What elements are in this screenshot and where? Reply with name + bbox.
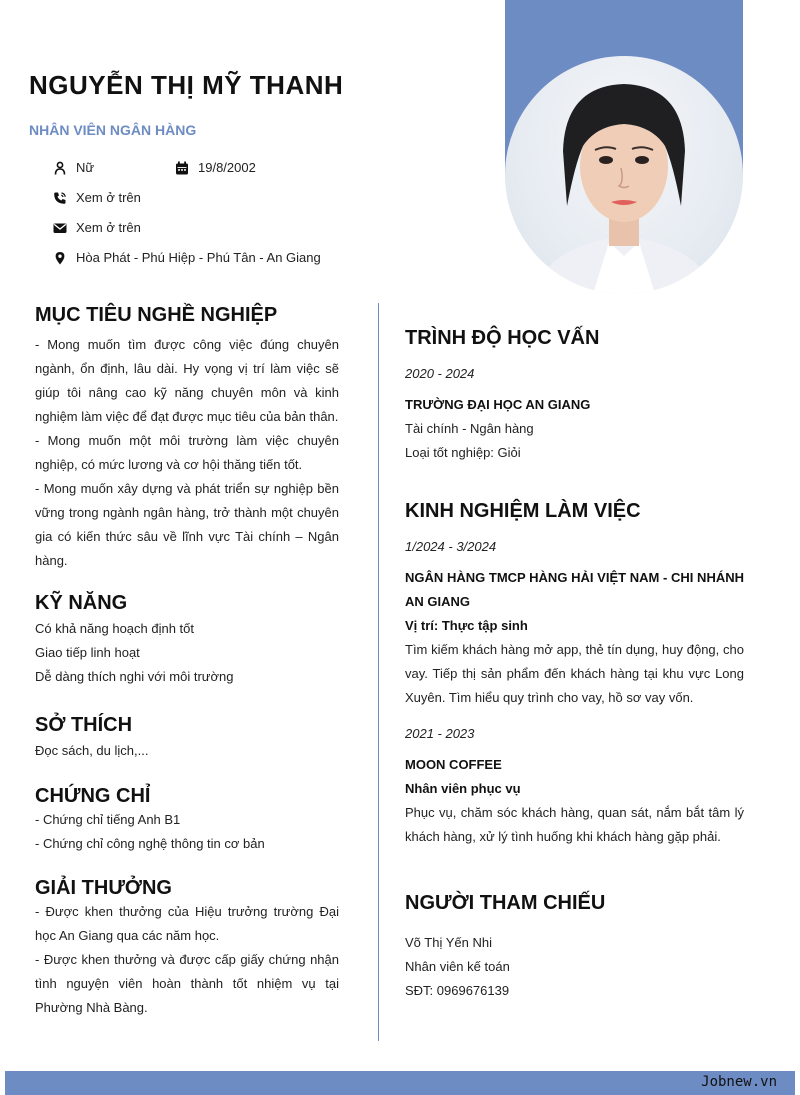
reference-role: Nhân viên kế toán xyxy=(405,959,510,974)
job-position: Vị trí: Thực tập sinh xyxy=(405,618,528,633)
objective-paragraph: - Mong muốn xây dựng và phát triển sự nghiệp bền vững trong ngành ngân hàng, trở thành một chuyên gia có kiến thức sâu về lĩnh vực Tài chính – Ngân hàng. xyxy=(35,481,339,568)
award-item: - Được khen thưởng và được cấp giấy chứng nhận tình nguyện viên hoàn thành tốt nhiệm vụ tại Phường Nhà Bàng. xyxy=(35,952,339,1015)
objective-title: MỤC TIÊU NGHỀ NGHIỆP xyxy=(35,304,278,326)
phone-row xyxy=(53,190,141,205)
person-icon xyxy=(53,161,67,175)
skill-item: Có khả năng hoạch định tốt xyxy=(35,621,195,636)
education-period: 2020 - 2024 xyxy=(405,366,475,381)
education-major: Tài chính - Ngân hàng xyxy=(405,421,534,436)
reference-name: Võ Thị Yến Nhi xyxy=(405,935,492,950)
experience-section xyxy=(405,500,744,849)
calendar-icon xyxy=(175,161,189,175)
address-value: Hòa Phát - Phú Hiệp - Phú Tân - An Giang xyxy=(76,250,321,265)
award-item: - Được khen thưởng của Hiệu trưởng trường Đại học An Giang qua các năm học. xyxy=(35,904,339,943)
references-title: NGƯỜI THAM CHIẾU xyxy=(405,892,606,914)
birthdate-value: 19/8/2002 xyxy=(198,160,256,175)
experience-title: KINH NGHIỆM LÀM VIỆC xyxy=(405,500,641,522)
envelope-icon xyxy=(53,221,67,235)
job-period: 2021 - 2023 xyxy=(405,726,475,741)
address-row xyxy=(53,250,321,265)
skills-title: KỸ NĂNG xyxy=(35,592,128,614)
hobbies-text: Đọc sách, du lịch,... xyxy=(35,743,149,758)
reference-phone: SĐT: 0969676139 xyxy=(405,983,510,998)
certificate-item: - Chứng chỉ tiếng Anh B1 xyxy=(35,812,181,827)
job-period: 1/2024 - 3/2024 xyxy=(405,539,497,554)
job-company: MOON COFFEE xyxy=(405,757,502,772)
hobbies-section xyxy=(35,714,339,763)
awards-section xyxy=(35,877,339,1020)
certificates-section xyxy=(35,785,339,856)
birthdate-row xyxy=(175,160,256,175)
education-grade: Loại tốt nghiệp: Giỏi xyxy=(405,445,521,460)
objective-paragraph: - Mong muốn một môi trường làm việc chuyên nghiệp, có mức lương và cơ hội thăng tiến tốt. xyxy=(35,433,339,472)
footer-bar xyxy=(5,1071,795,1095)
education-title: TRÌNH ĐỘ HỌC VẤN xyxy=(405,327,600,349)
candidate-name: NGUYỄN THỊ MỸ THANH xyxy=(29,70,344,100)
references-section xyxy=(405,892,744,1003)
portrait-illustration xyxy=(505,56,743,294)
skill-item: Dễ dàng thích nghi với môi trường xyxy=(35,669,234,684)
hobbies-title: SỞ THÍCH xyxy=(35,714,133,736)
job-description: Tìm kiếm khách hàng mở app, thẻ tín dụng, huy động, cho vay. Tiếp thị sản phẩm đến khách hàng tại khu vực Long Xuyên. Tìm hiểu quy trình cho vay, hồ sơ vay vốn. xyxy=(405,642,744,705)
awards-title: GIẢI THƯỞNG xyxy=(35,877,172,899)
education-section xyxy=(405,327,744,465)
email-value: Xem ở trên xyxy=(76,220,141,235)
phone-value: Xem ở trên xyxy=(76,190,141,205)
education-school: TRƯỜNG ĐẠI HỌC AN GIANG xyxy=(405,397,591,412)
column-divider xyxy=(378,303,379,1041)
job-description: Phục vụ, chăm sóc khách hàng, quan sát, nắm bắt tâm lý khách hàng, xử lý tình huống khi khách hàng gặp phải. xyxy=(405,805,744,844)
skills-section xyxy=(35,592,339,689)
job-title: NHÂN VIÊN NGÂN HÀNG xyxy=(29,122,197,138)
footer-logo[interactable]: Jobnew.vn xyxy=(701,1074,777,1090)
job-company: NGÂN HÀNG TMCP HÀNG HẢI VIỆT NAM - CHI NHÁNH AN GIANG xyxy=(405,570,744,609)
map-pin-icon xyxy=(53,251,67,265)
certificates-title: CHỨNG CHỈ xyxy=(35,785,151,807)
skill-item: Giao tiếp linh hoạt xyxy=(35,645,140,660)
gender-row xyxy=(53,160,94,175)
email-row xyxy=(53,220,141,235)
phone-icon xyxy=(53,191,67,205)
objective-paragraph: - Mong muốn tìm được công việc đúng chuyên ngành, ổn định, lâu dài. Hy vọng vị trí làm việc sẽ giúp tôi nâng cao kỹ năng chuyên môn và kinh nghiệm làm việc để đạt được mục tiêu của bản thân. xyxy=(35,337,339,424)
objective-section xyxy=(35,304,339,573)
job-position: Nhân viên phục vụ xyxy=(405,781,521,796)
gender-value: Nữ xyxy=(76,160,95,175)
profile-photo xyxy=(505,56,743,294)
certificate-item: - Chứng chỉ công nghệ thông tin cơ bản xyxy=(35,836,265,851)
